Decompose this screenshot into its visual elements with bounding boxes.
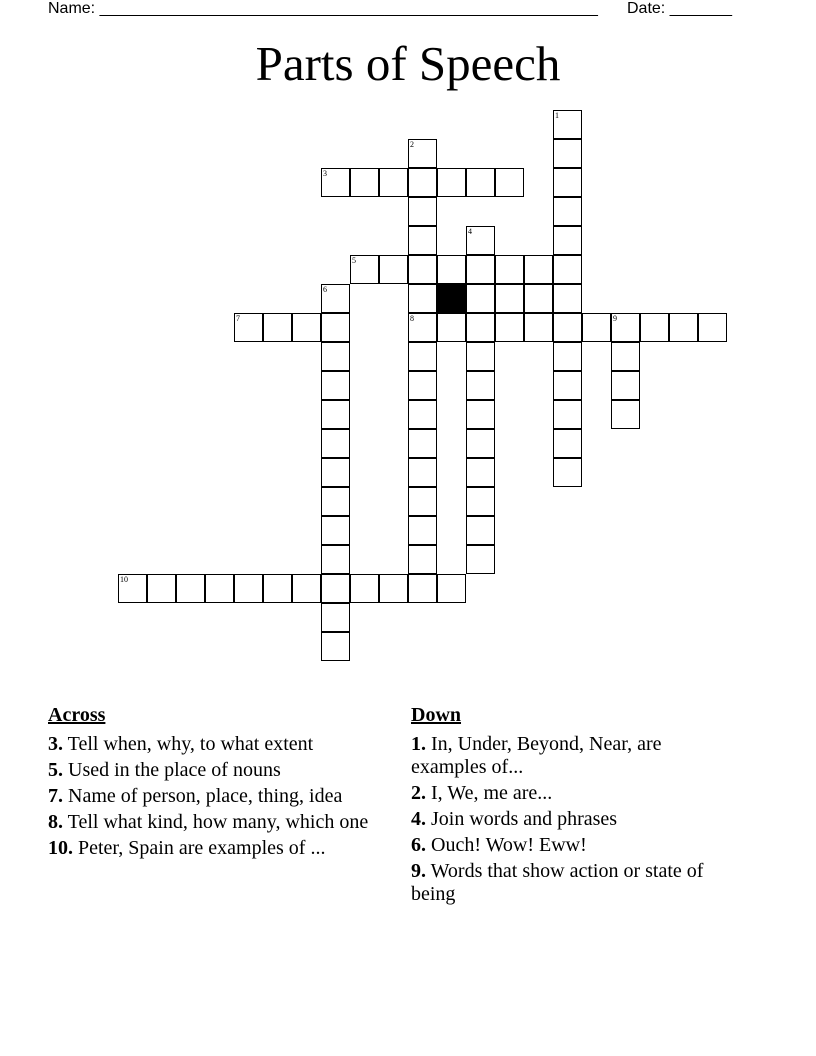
crossword-cell[interactable] [466,255,495,284]
clue-text: I, We, me are... [431,782,553,804]
clue-down-2 [411,782,741,805]
clue-text: Words that show action or state of being [411,860,704,905]
across-clues [48,704,393,863]
crossword-cell[interactable] [321,284,350,313]
clue-text: Used in the place of nouns [68,759,281,781]
clue-down-9 [411,860,741,906]
crossword-cell[interactable] [350,574,379,603]
crossword-cell[interactable] [205,574,234,603]
clue-number: 3. [48,733,63,755]
clue-text: Peter, Spain are examples of ... [78,837,326,859]
crossword-cell[interactable] [611,313,640,342]
crossword-cell[interactable] [553,197,582,226]
date-field-label: Date: _______ [627,0,732,17]
clue-down-1 [411,733,741,779]
crossword-cell[interactable] [408,284,437,313]
crossword-cell[interactable] [466,429,495,458]
crossword-cell[interactable] [553,371,582,400]
crossword-cell[interactable] [292,574,321,603]
crossword-cell[interactable] [408,429,437,458]
crossword-cell[interactable] [466,516,495,545]
crossword-cell[interactable] [553,110,582,139]
clue-down-6 [411,834,741,857]
crossword-cell[interactable] [263,313,292,342]
crossword-cell[interactable] [321,342,350,371]
clue-number: 5. [48,759,63,781]
down-clues [411,704,741,909]
clue-across-3 [48,733,393,756]
clue-number: 4. [411,808,426,830]
crossword-cell[interactable] [466,371,495,400]
crossword-cell[interactable] [466,400,495,429]
crossword-cell[interactable] [408,545,437,574]
crossword-cell[interactable] [495,284,524,313]
crossword-cell[interactable] [263,574,292,603]
crossword-cell[interactable] [408,197,437,226]
crossword-cell[interactable] [176,574,205,603]
clue-number-label: 5 [352,256,356,265]
crossword-cell[interactable] [321,429,350,458]
crossword-cell[interactable] [321,168,350,197]
crossword-cell[interactable] [553,458,582,487]
crossword-cell[interactable] [408,168,437,197]
crossword-cell[interactable] [495,255,524,284]
crossword-cell[interactable] [582,313,611,342]
clue-down-4 [411,808,741,831]
crossword-cell[interactable] [466,226,495,255]
crossword-cell[interactable] [379,574,408,603]
crossword-cell[interactable] [321,632,350,661]
crossword-cell[interactable] [553,342,582,371]
crossword-cell[interactable] [234,574,263,603]
clue-text: Tell what kind, how many, which one [67,811,369,833]
clue-number-label: 9 [613,314,617,323]
crossword-cell[interactable] [408,458,437,487]
crossword-cell[interactable] [321,400,350,429]
crossword-cell[interactable] [495,313,524,342]
clue-across-5 [48,759,393,782]
crossword-cell[interactable] [408,371,437,400]
crossword-cell[interactable] [553,255,582,284]
clue-number: 10. [48,837,73,859]
crossword-cell[interactable] [553,168,582,197]
clue-number-label: 8 [410,314,414,323]
crossword-cell[interactable] [321,371,350,400]
crossword-cell[interactable] [466,545,495,574]
crossword-cell[interactable] [437,255,466,284]
crossword-cell[interactable] [321,545,350,574]
clue-number-label: 2 [410,140,414,149]
clue-number-label: 1 [555,111,559,120]
crossword-cell[interactable] [640,313,669,342]
clue-number: 9. [411,860,426,882]
crossword-cell[interactable] [524,255,553,284]
crossword-cell[interactable] [553,400,582,429]
down-heading: Down [411,704,462,726]
clue-text: In, Under, Beyond, Near, are examples of... [411,733,662,778]
crossword-cell[interactable] [321,487,350,516]
clue-text: Name of person, place, thing, idea [68,785,343,807]
clue-number-label: 3 [323,169,327,178]
crossword-cell[interactable] [118,574,147,603]
clue-number: 1. [411,733,426,755]
crossword-cell[interactable] [466,168,495,197]
crossword-cell[interactable] [350,168,379,197]
crossword-cell[interactable] [408,574,437,603]
crossword-cell[interactable] [437,168,466,197]
crossword-cell[interactable] [466,342,495,371]
crossword-cell[interactable] [408,255,437,284]
crossword-cell[interactable] [611,342,640,371]
crossword-cell[interactable] [495,168,524,197]
clue-across-7 [48,785,393,808]
crossword-cell[interactable] [321,313,350,342]
crossword-cell[interactable] [466,458,495,487]
crossword-cell[interactable] [408,226,437,255]
crossword-cell[interactable] [408,139,437,168]
crossword-cell[interactable] [553,284,582,313]
clue-across-10 [48,837,393,860]
crossword-cell[interactable] [611,371,640,400]
crossword-cell[interactable] [611,400,640,429]
clue-number: 6. [411,834,426,856]
crossword-cell[interactable] [437,313,466,342]
crossword-cell[interactable] [379,255,408,284]
crossword-cell[interactable] [553,313,582,342]
crossword-cell[interactable] [553,226,582,255]
page-title: Parts of Speech [255,36,561,91]
crossword-cell[interactable] [321,516,350,545]
crossword-cell[interactable] [466,313,495,342]
name-field-label: Name: ________________________________________________________ [48,0,598,17]
crossword-cell[interactable] [408,313,437,342]
crossword-cell[interactable] [321,458,350,487]
crossword-cell[interactable] [379,168,408,197]
crossword-cell[interactable] [524,313,553,342]
clue-text: Ouch! Wow! Eww! [431,834,587,856]
crossword-cell[interactable] [698,313,727,342]
clue-number-label: 7 [236,314,240,323]
crossword-cell[interactable] [466,487,495,516]
crossword-cell[interactable] [321,574,350,603]
clue-number-label: 4 [468,227,472,236]
clue-text: Join words and phrases [431,808,618,830]
clue-across-8 [48,811,393,834]
crossword-cell[interactable] [437,574,466,603]
crossword-cell[interactable] [524,284,553,313]
crossword-cell[interactable] [321,603,350,632]
crossword-cell[interactable] [669,313,698,342]
black-square [437,284,466,313]
clue-number: 7. [48,785,63,807]
clue-text: Tell when, why, to what extent [67,733,314,755]
crossword-cell[interactable] [408,342,437,371]
clue-number: 2. [411,782,426,804]
crossword-cell[interactable] [408,400,437,429]
crossword-cell[interactable] [408,516,437,545]
crossword-cell[interactable] [553,139,582,168]
crossword-cell[interactable] [234,313,263,342]
crossword-cell[interactable] [350,255,379,284]
crossword-cell[interactable] [466,284,495,313]
across-heading: Across [48,704,106,726]
crossword-cell[interactable] [292,313,321,342]
clue-number-label: 10 [120,575,128,584]
clue-number-label: 6 [323,285,327,294]
crossword-cell[interactable] [553,429,582,458]
crossword-cell[interactable] [147,574,176,603]
crossword-cell[interactable] [408,487,437,516]
clue-number: 8. [48,811,63,833]
